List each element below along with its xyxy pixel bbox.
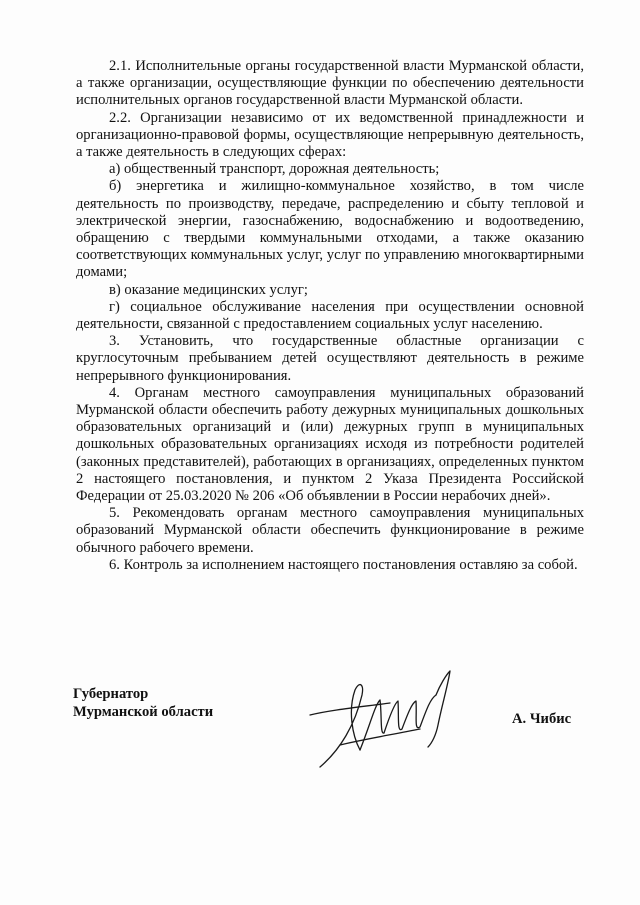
signatory-title-line1: Губернатор	[73, 686, 149, 702]
paragraph-2-2: 2.2. Организации независимо от их ведомственной принадлежности и организационно-правовой формы, осуществляющие непрерывную деятельность, а также деятельность в следующих сферах:	[76, 109, 584, 161]
list-item-v: в) оказание медицинских услуг;	[109, 281, 308, 298]
handwritten-signature	[300, 655, 490, 775]
document-body	[76, 58, 584, 574]
paragraph-2-1: 2.1. Исполнительные органы государственной власти Мурманской области, а также организации, осуществляющие функции по обеспечению деятельности исполнительных органов государственной власти Мурманской области.	[76, 58, 584, 109]
paragraph-4: 4. Органам местного самоуправления муниципальных образований Мурманской области обеспечить работу дежурных муниципальных дошкольных образовательных организаций и (или) дежурных групп в муниципальных дошкольных образовательных организациях исходя из потребности родителей (законных представителей), работающих в организациях, определенных пунктом 2 настоящего постановления, и пунктом 2 Указа Президента Российской Федерации от 25.03.2020 № 206 «Об объявлении в России нерабочих дней».	[76, 384, 584, 505]
paragraph-5: 5. Рекомендовать органам местного самоуправления муниципальных образований Мурманской области обеспечить функционирование в режиме обычного рабочего времени.	[76, 505, 584, 556]
signatory-title-line2: Мурманской области	[73, 704, 214, 720]
signatory-name: А. Чибис	[512, 711, 572, 727]
list-item-b: б) энергетика и жилищно-коммунальное хозяйство, в том числе деятельность по производству, передаче, распределению и сбыту тепловой и электрической энергии, газоснабжению, водоснабжению и водоотведению, обращению с твердыми коммунальными отходами, а также оказанию соответствующих коммунальных услуг, услуг по управлению многоквартирными домами;	[76, 178, 584, 281]
list-item-a: а) общественный транспорт, дорожная деятельность;	[109, 161, 440, 178]
paragraph-3: 3. Установить, что государственные областные организации с круглосуточным пребыванием детей осуществляют деятельность в режиме непрерывного функционирования.	[76, 333, 584, 384]
paragraph-6: 6. Контроль за исполнением настоящего постановления оставляю за собой.	[109, 556, 578, 573]
list-item-g: г) социальное обслуживание населения при осуществлении основной деятельности, связанной с предоставлением социальных услуг населению.	[76, 298, 584, 333]
signatory-title	[73, 685, 213, 721]
